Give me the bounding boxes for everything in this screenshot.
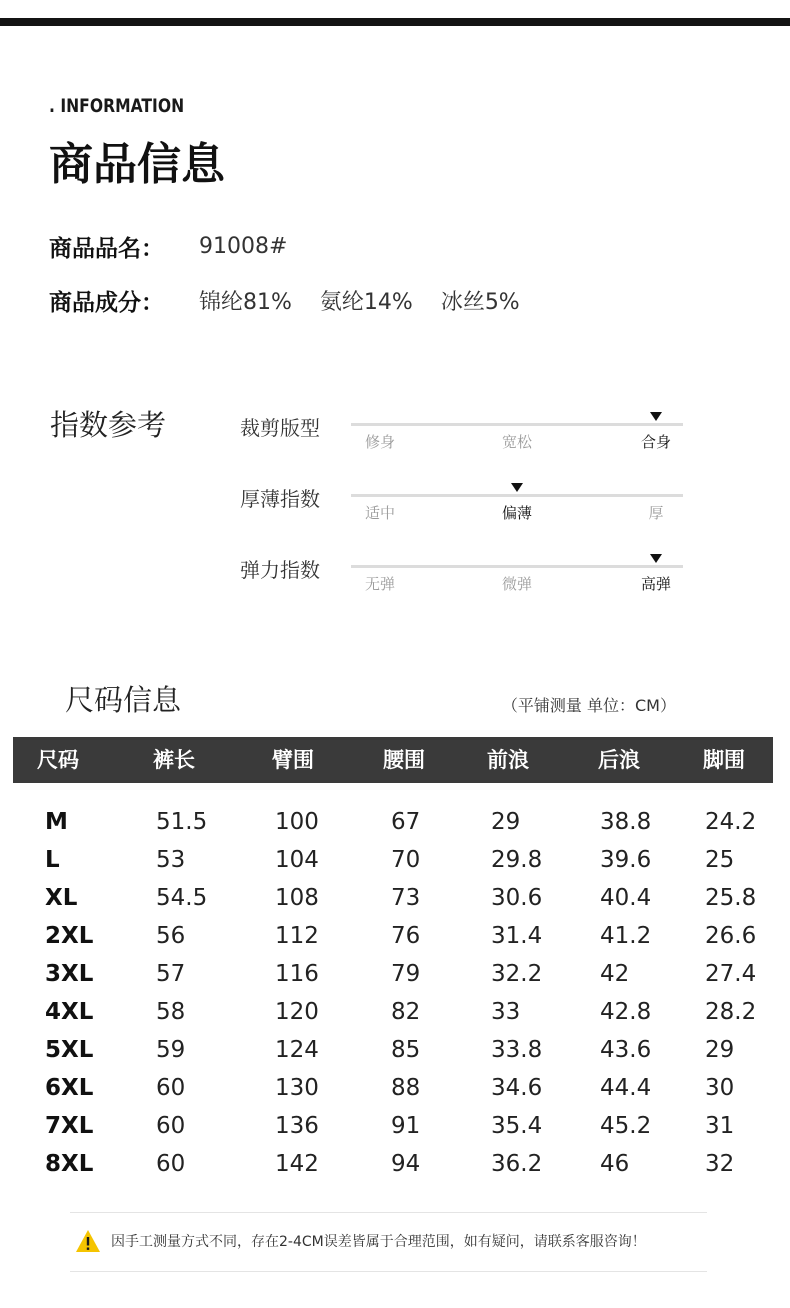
product-composition-label: 商品成分： [49, 290, 164, 316]
size-cell: XL [45, 885, 78, 911]
divider [70, 1212, 707, 1213]
table-cell: 88 [391, 1075, 421, 1101]
scale-track [351, 565, 683, 568]
divider [70, 1271, 707, 1272]
table-cell: 32.2 [491, 961, 543, 987]
table-cell: 60 [156, 1113, 186, 1139]
table-cell: 43.6 [600, 1037, 652, 1063]
scale-option: 适中 [364, 504, 396, 522]
table-cell: 73 [391, 885, 421, 911]
table-cell: 45.2 [600, 1113, 652, 1139]
table-row [0, 1069, 790, 1107]
scale-option: 无弹 [364, 575, 396, 593]
column-header: 腰围 [383, 748, 425, 772]
table-cell: 85 [391, 1037, 421, 1063]
scale-marker-icon [650, 412, 662, 421]
scale-marker-icon [511, 483, 523, 492]
page-title: 商品信息 [49, 139, 225, 190]
scale-track [351, 423, 683, 426]
table-cell: 130 [275, 1075, 319, 1101]
table-cell: 42.8 [600, 999, 652, 1025]
table-row [0, 993, 790, 1031]
table-cell: 41.2 [600, 923, 652, 949]
table-cell: 30.6 [491, 885, 543, 911]
table-cell: 116 [275, 961, 319, 987]
table-cell: 29.8 [491, 847, 543, 873]
table-cell: 36.2 [491, 1151, 543, 1177]
table-cell: 51.5 [156, 809, 208, 835]
table-cell: 59 [156, 1037, 186, 1063]
size-table-body [0, 803, 790, 1183]
table-row [0, 803, 790, 841]
table-row [0, 917, 790, 955]
table-cell: 40.4 [600, 885, 652, 911]
scale-option: 合身 [640, 433, 672, 451]
table-cell: 44.4 [600, 1075, 652, 1101]
table-cell: 100 [275, 809, 319, 835]
table-row [0, 841, 790, 879]
section-eyebrow: . INFORMATION [49, 95, 185, 117]
product-name-label: 商品品名： [49, 236, 164, 262]
size-cell: 8XL [45, 1151, 94, 1177]
size-cell: 7XL [45, 1113, 94, 1139]
table-cell: 60 [156, 1075, 186, 1101]
table-cell: 82 [391, 999, 421, 1025]
column-header: 后浪 [598, 748, 640, 772]
column-header: 臂围 [272, 748, 314, 772]
table-cell: 34.6 [491, 1075, 543, 1101]
footer-notice [75, 1228, 646, 1254]
table-cell: 33.8 [491, 1037, 543, 1063]
table-cell: 67 [391, 809, 421, 835]
scale-option: 修身 [364, 433, 396, 451]
composition-item: 锦纶81% [199, 290, 292, 315]
table-row [0, 1107, 790, 1145]
table-cell: 30 [705, 1075, 735, 1101]
index-section-title: 指数参考 [50, 408, 167, 442]
size-section-title: 尺码信息 [65, 683, 182, 717]
top-bar [0, 18, 790, 26]
table-cell: 26.6 [705, 923, 757, 949]
composition-item: 冰丝5% [440, 290, 520, 315]
table-cell: 94 [391, 1151, 421, 1177]
scale-label: 厚薄指数 [240, 487, 320, 511]
table-cell: 76 [391, 923, 421, 949]
scale-fit [240, 412, 685, 462]
scale-option: 微弹 [501, 575, 533, 593]
scale-label: 弹力指数 [240, 558, 320, 582]
product-name-row [49, 230, 287, 263]
table-cell: 32 [705, 1151, 735, 1177]
table-cell: 120 [275, 999, 319, 1025]
column-header: 裤长 [153, 748, 195, 772]
table-cell: 57 [156, 961, 186, 987]
size-cell: L [45, 847, 60, 873]
table-cell: 29 [705, 1037, 735, 1063]
scale-label: 裁剪版型 [240, 416, 320, 440]
table-cell: 104 [275, 847, 319, 873]
table-cell: 29 [491, 809, 521, 835]
size-cell: 6XL [45, 1075, 94, 1101]
table-row [0, 879, 790, 917]
table-cell: 25 [705, 847, 735, 873]
table-cell: 24.2 [705, 809, 757, 835]
warning-icon [75, 1228, 101, 1254]
table-cell: 56 [156, 923, 186, 949]
table-cell: 142 [275, 1151, 319, 1177]
table-cell: 38.8 [600, 809, 652, 835]
scale-option: 宽松 [501, 433, 533, 451]
size-cell: 2XL [45, 923, 94, 949]
table-row [0, 955, 790, 993]
table-cell: 79 [391, 961, 421, 987]
table-cell: 42 [600, 961, 630, 987]
table-cell: 31 [705, 1113, 735, 1139]
product-name-value: 91008# [199, 234, 288, 259]
table-cell: 124 [275, 1037, 319, 1063]
scale-elasticity [240, 554, 685, 604]
column-header: 脚围 [703, 748, 745, 772]
table-cell: 35.4 [491, 1113, 543, 1139]
footer-text: 因手工测量方式不同，存在2-4CM误差皆属于合理范围，如有疑问，请联系客服咨询！ [111, 1234, 646, 1250]
scale-marker-icon [650, 554, 662, 563]
table-cell: 60 [156, 1151, 186, 1177]
composition-item: 氨纶14% [319, 290, 413, 315]
scale-option: 偏薄 [501, 504, 533, 522]
table-cell: 25.8 [705, 885, 757, 911]
scale-option: 厚 [648, 504, 664, 522]
table-cell: 58 [156, 999, 186, 1025]
table-cell: 39.6 [600, 847, 652, 873]
table-cell: 136 [275, 1113, 319, 1139]
product-composition-row [49, 284, 548, 317]
table-cell: 112 [275, 923, 319, 949]
column-header: 前浪 [487, 748, 529, 772]
table-cell: 28.2 [705, 999, 757, 1025]
table-cell: 54.5 [156, 885, 208, 911]
size-table-header [13, 737, 773, 783]
scale-option: 高弹 [640, 575, 672, 593]
table-cell: 91 [391, 1113, 421, 1139]
size-cell: M [45, 809, 68, 835]
table-cell: 33 [491, 999, 521, 1025]
table-cell: 46 [600, 1151, 630, 1177]
table-cell: 53 [156, 847, 186, 873]
scale-thickness [240, 483, 685, 533]
table-cell: 27.4 [705, 961, 757, 987]
size-cell: 5XL [45, 1037, 94, 1063]
table-cell: 108 [275, 885, 319, 911]
size-cell: 4XL [45, 999, 94, 1025]
table-row [0, 1145, 790, 1183]
size-cell: 3XL [45, 961, 94, 987]
scale-track [351, 494, 683, 497]
table-cell: 31.4 [491, 923, 543, 949]
table-cell: 70 [391, 847, 421, 873]
measurement-note: （平铺测量 单位：CM） [501, 696, 676, 715]
column-header: 尺码 [37, 748, 79, 772]
table-row [0, 1031, 790, 1069]
